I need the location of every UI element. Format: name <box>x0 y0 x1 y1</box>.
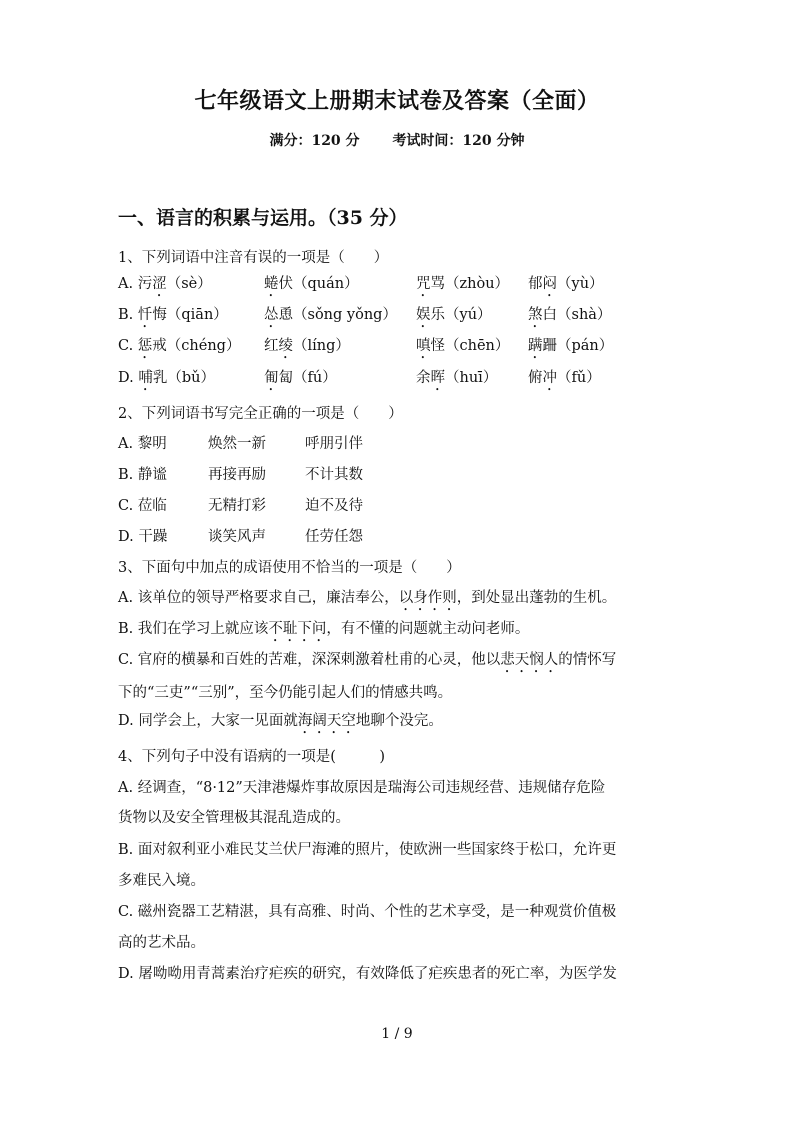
q2-option-cell: B. 静谧 <box>118 467 167 483</box>
q2-option-cell: 谈笑风声 <box>208 529 266 545</box>
q2-stem: 2、下列词语书写完全正确的一项是（ ） <box>118 406 403 422</box>
q1-option-cell: 余晖（huī） <box>416 370 498 386</box>
page-title: 七年级语文上册期末试卷及答案（全面） <box>194 88 600 114</box>
q2-option-cell: 任劳任怨 <box>305 529 363 545</box>
q1-option-cell: 怂恿（sǒng yǒng） <box>264 307 397 323</box>
emphasized-char: 哺 <box>138 370 153 386</box>
emphasized-char: 闷 <box>542 276 557 292</box>
q1-option-cell: 蹒跚（pán） <box>528 338 614 354</box>
q2-option-cell: D. 干躁 <box>118 529 168 545</box>
emphasized-char: 娱 <box>416 307 431 323</box>
q4-stem: 4、下列句子中没有语病的一项是( ) <box>118 749 386 765</box>
section-heading: 一、语言的积累与运用。（35 分） <box>118 207 408 229</box>
q3-stem: 3、下面句中加点的成语使用不恰当的一项是（ ） <box>118 560 461 576</box>
q1-option-cell: 蜷伏（quán） <box>264 276 359 292</box>
emphasized-char: 蹒 <box>528 338 543 354</box>
q1-option-cell: C. 惩戒（chéng） <box>118 338 241 354</box>
q4-line: 高的艺术品。 <box>118 935 205 951</box>
q4-line: A. 经调查，“8·12”天津港爆炸事故原因是瑞海公司违规经营、违规储存危险 <box>118 780 606 796</box>
q2-option-cell: C. 莅临 <box>118 498 167 514</box>
emphasized-idiom: 悲天悯人 <box>500 652 559 668</box>
emphasized-char: 涩 <box>152 276 167 292</box>
q3-option-b: B. 我们在学习上就应该不耻下问，有不懂的问题就主动问老师。 <box>118 621 530 637</box>
emphasized-char: 嗔 <box>416 338 431 354</box>
emphasized-char: 咒 <box>416 276 431 292</box>
q4-line: 多难民入境。 <box>118 873 205 889</box>
emphasized-char: 怂 <box>264 307 279 323</box>
q3-option-d: D. 同学会上，大家一见面就海阔天空地聊个没完。 <box>118 713 443 729</box>
emphasized-char: 绫 <box>278 338 293 354</box>
emphasized-char: 匍 <box>264 370 279 386</box>
q3-option-c: C. 官府的横暴和百姓的苦难，深深刺激着杜甫的心灵，他以悲天悯人的情怀写 <box>118 652 617 668</box>
q3-option-a: A. 该单位的领导严格要求自己，廉洁奉公，以身作则，到处显出蓬勃的生机。 <box>118 590 617 606</box>
emphasized-char: 忏 <box>137 307 153 323</box>
q1-option-cell: 咒骂（zhòu） <box>416 276 510 292</box>
q2-option-cell: 焕然一新 <box>208 436 266 452</box>
q2-option-cell: A. 黎明 <box>118 436 167 452</box>
emphasized-idiom: 海阔天空 <box>297 713 356 729</box>
q3-option-c-cont: 下的“三吏”“三别”，至今仍能引起人们的情感共鸣。 <box>118 685 453 701</box>
q4-line: C. 磁州瓷器工艺精湛，具有高雅、时尚、个性的艺术享受，是一种观赏价值极 <box>118 904 617 920</box>
q1-option-cell: 煞白（shà） <box>528 307 612 323</box>
q4-line: 货物以及安全管理极其混乱造成的。 <box>118 810 350 826</box>
q2-option-cell: 呼朋引伴 <box>305 436 363 452</box>
q1-option-cell: 红绫（líng） <box>264 338 350 354</box>
q1-option-cell: B. 忏悔（qiān） <box>118 307 228 323</box>
q1-option-cell: 匍匐（fú） <box>264 370 337 386</box>
emphasized-char: 蜷 <box>264 276 279 292</box>
q1-option-cell: 俯冲（fǔ） <box>528 370 601 386</box>
q1-option-cell: 郁闷（yù） <box>528 276 604 292</box>
q1-option-cell: D. 哺乳（bǔ） <box>118 370 215 386</box>
q4-line: D. 屠呦呦用青蒿素治疗疟疾的研究，有效降低了疟疾患者的死亡率，为医学发 <box>118 966 617 982</box>
q4-line: B. 面对叙利亚小难民艾兰伏尸海滩的照片，使欧洲一些国家终于松口，允许更 <box>118 842 617 858</box>
q2-option-cell: 再接再励 <box>208 467 266 483</box>
emphasized-char: 惩 <box>137 338 153 354</box>
q2-option-cell: 无精打彩 <box>208 498 266 514</box>
full-score: 满分：120 分 <box>269 133 360 149</box>
q2-option-cell: 迫不及待 <box>305 498 363 514</box>
emphasized-idiom: 不耻下问 <box>268 621 327 637</box>
q1-option-cell: A. 污涩（sè） <box>118 276 212 292</box>
page-number: 1 / 9 <box>381 1026 413 1042</box>
emphasized-char: 晖 <box>430 370 445 386</box>
exam-info <box>0 130 794 150</box>
q1-option-cell: 娱乐（yú） <box>416 307 492 323</box>
emphasized-idiom: 以身作则 <box>398 590 457 606</box>
q1-stem: 1、下列词语中注音有误的一项是（ ） <box>118 250 389 266</box>
q2-option-cell: 不计其数 <box>305 467 363 483</box>
emphasized-char: 煞 <box>528 307 543 323</box>
emphasized-char: 冲 <box>542 370 557 386</box>
exam-time: 考试时间：120 分钟 <box>392 133 525 149</box>
q1-option-cell: 嗔怪（chēn） <box>416 338 510 354</box>
